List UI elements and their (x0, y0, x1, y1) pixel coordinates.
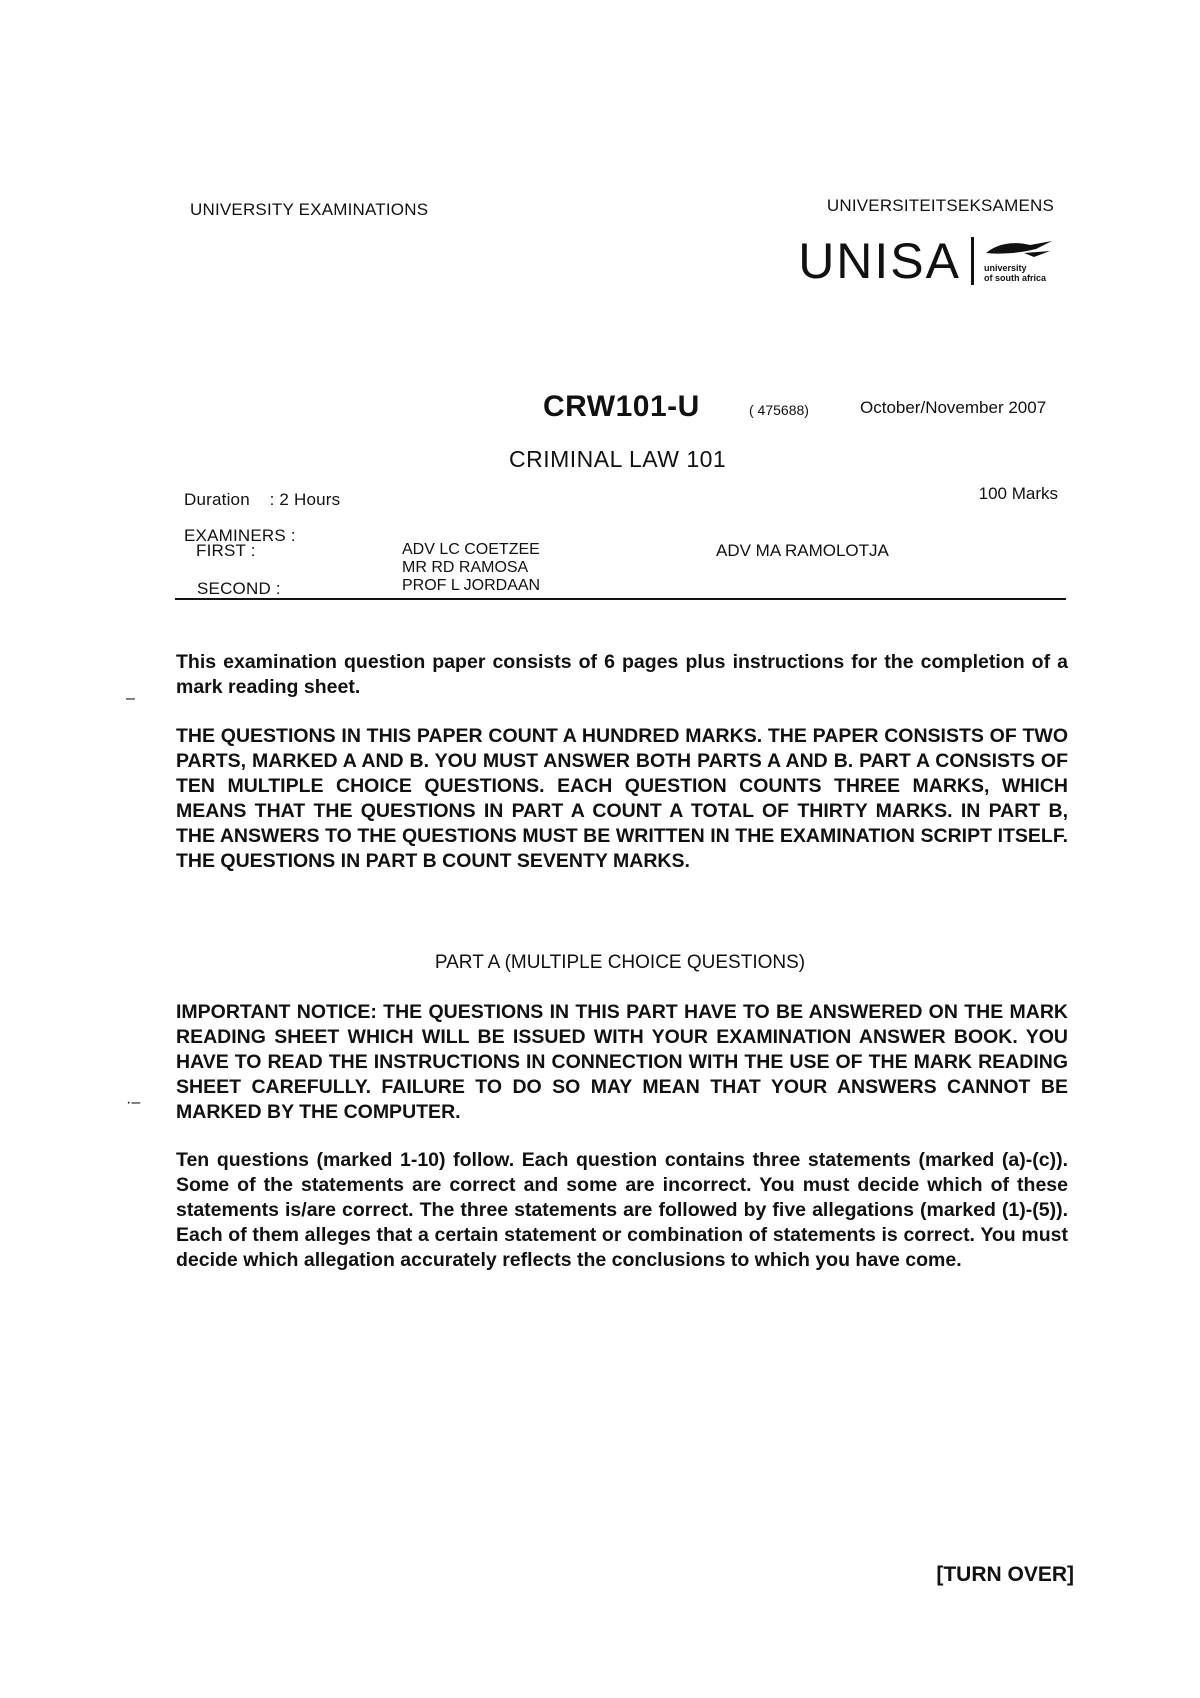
total-marks: 100 Marks (978, 484, 1058, 503)
examiners-column-2 (716, 541, 889, 561)
examiner-name: ADV LC COETZEE (402, 541, 540, 558)
important-notice-paragraph: IMPORTANT NOTICE: THE QUESTIONS IN THIS PART HAVE TO BE ANSWERED ON THE MARK READING SHEET WHICH WILL BE ISSUED WITH YOUR EXAMINATION ANSWER BOOK. YOU HAVE TO READ THE INSTRUCTIONS IN CONNECTION WITH THE USE OF THE MARK READING SHEET CAREFULLY. FAILURE TO DO SO MAY MEAN THAT YOUR ANSWERS CANNOT BE MARKED BY THE COMPUTER. (176, 1001, 1068, 1123)
header-right-title: UNIVERSITEITSEKSAMENS (826, 196, 1054, 215)
examiners-heading: EXAMINERS : (184, 526, 296, 545)
exam-session: October/November 2007 (860, 398, 1047, 417)
examiner-name: MR RD RAMOSA (402, 559, 529, 576)
logo-divider (971, 237, 974, 285)
instructions-paragraph: THE QUESTIONS IN THIS PAPER COUNT A HUNDRED MARKS. THE PAPER CONSISTS OF TWO PARTS, MARKED A AND B. YOU MUST ANSWER BOTH PARTS A AND B. PART A CONSISTS OF TEN MULTIPLE CHOICE QUESTIONS. EACH QUESTION COUNTS THREE MARKS, WHICH MEANS THAT THE QUESTIONS IN PART A COUNT A TOTAL OF THIRTY MARKS. IN PART B, THE ANSWERS TO THE QUESTIONS MUST BE WRITTEN IN THE EXAMINATION SCRIPT ITSELF. THE QUESTIONS IN PART B COUNT SEVENTY MARKS. (176, 725, 1068, 872)
examiner-name: PROF L JORDAAN (402, 577, 541, 594)
unisa-logo (798, 232, 1054, 290)
course-code: CRW101-U (543, 390, 700, 423)
margin-dash: ·– (126, 1094, 141, 1111)
paper-reference: ( 475688) (749, 402, 809, 418)
examiners-column-1 (402, 541, 540, 595)
course-title: CRIMINAL LAW 101 (509, 446, 727, 472)
part-a-heading: PART A (MULTIPLE CHOICE QUESTIONS) (434, 952, 806, 973)
header-left-title: UNIVERSITY EXAMINATIONS (190, 200, 429, 219)
examiner-name: ADV MA RAMOLOTJA (716, 541, 889, 560)
logo-wordmark: UNISA (798, 233, 961, 289)
duration-value: : 2 Hours (269, 490, 341, 509)
first-examiner-label: FIRST : (196, 541, 256, 560)
multiple-choice-instructions: Ten questions (marked 1-10) follow. Each question contains three statements (marked (a)-(c)). Some of the statements are correct and some are incorrect. You must decide which of these statements is/are correct. The three statements are followed by five allegations (marked (1)-(5)). Each of them alleges that a certain statement or combination of statements is correct. You must decide which allegation accurately reflects the conclusions to which you have come. (176, 1149, 1068, 1271)
margin-dash: – (126, 690, 135, 707)
second-examiner-label: SECOND : (197, 579, 281, 598)
duration (184, 490, 340, 510)
turn-over-label: [TURN OVER] (936, 1563, 1074, 1586)
logo-bird-icon (984, 239, 1054, 263)
logo-emblem (984, 239, 1054, 283)
header-divider (175, 598, 1066, 600)
intro-paragraph: This examination question paper consists of 6 pages plus instructions for the completion of a mark reading sheet. (176, 651, 1068, 698)
logo-subtext-2: of south africa (984, 273, 1047, 283)
logo-subtext-1: university (984, 263, 1027, 273)
duration-label: Duration (184, 490, 250, 509)
